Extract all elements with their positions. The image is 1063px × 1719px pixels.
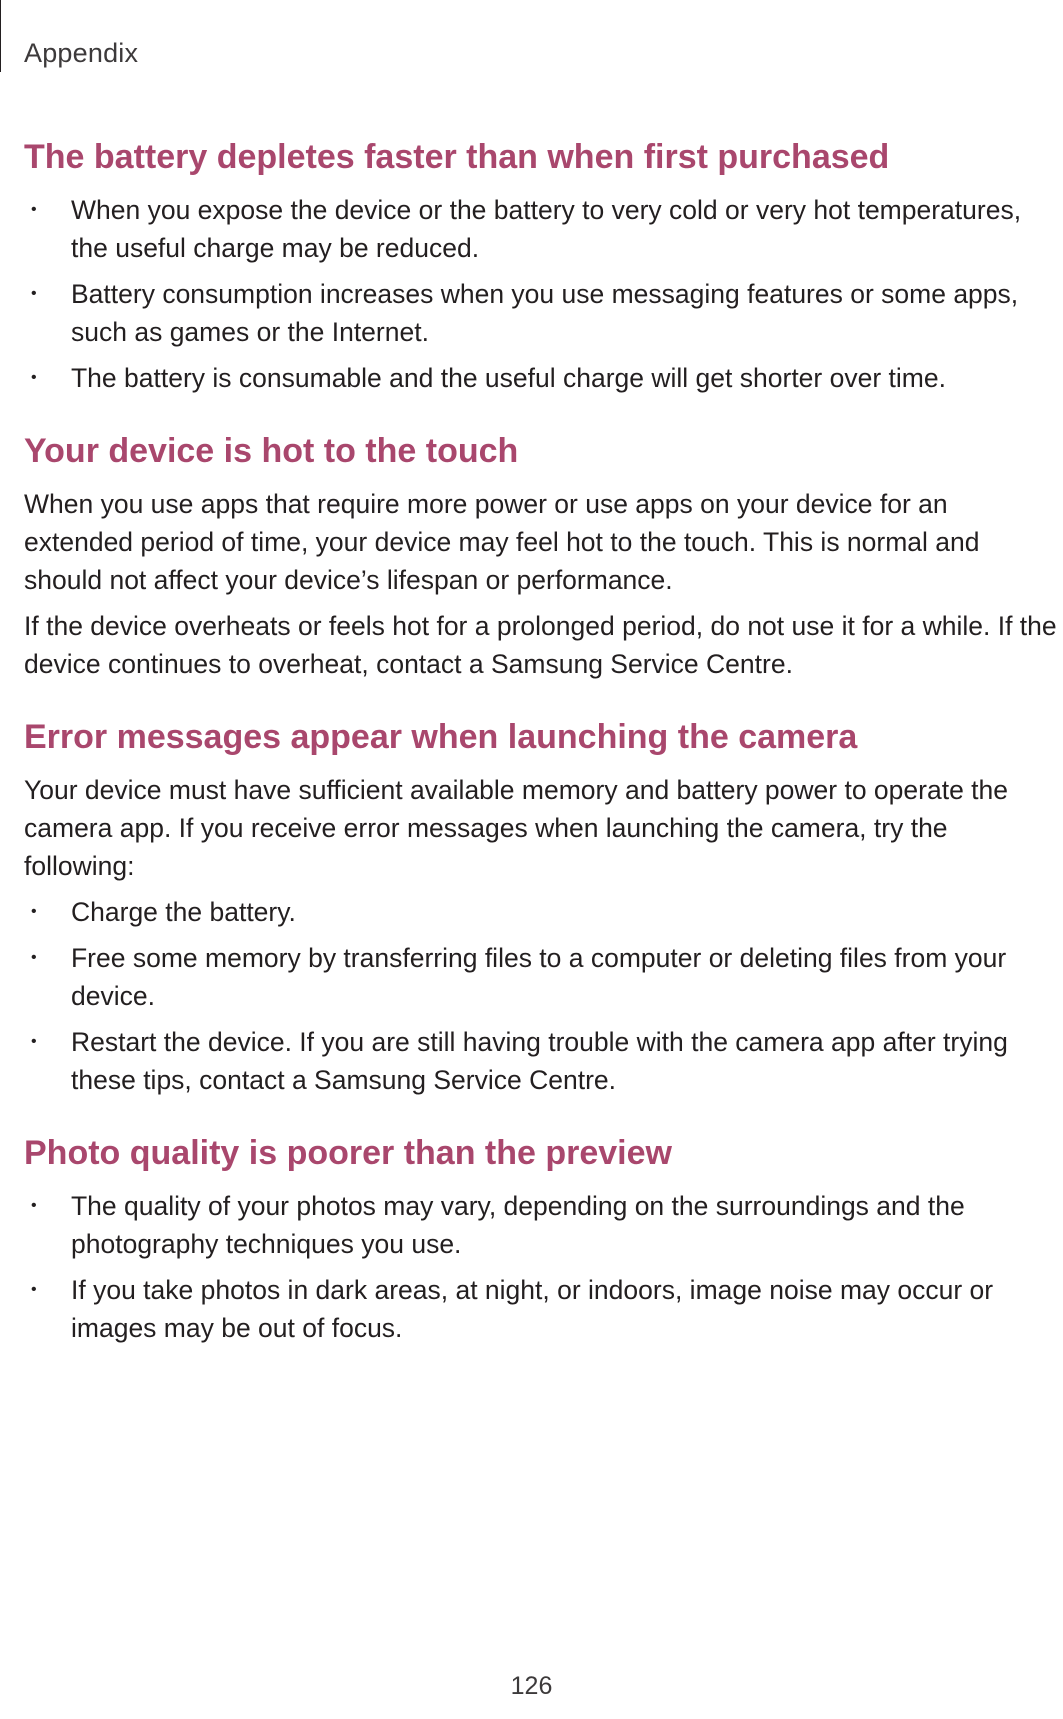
bullet-text: If you take photos in dark areas, at night, or indoors, image noise may occur or images may be out of focus. xyxy=(71,1275,994,1343)
section-title: Error messages appear when launching the camera xyxy=(24,718,858,756)
bullet-item xyxy=(24,939,1060,1015)
section-title: Photo quality is poorer than the preview xyxy=(24,1134,672,1172)
section-camera-error xyxy=(24,717,1060,1099)
bullet-dot-icon: • xyxy=(31,903,37,920)
section-battery-depletes xyxy=(24,137,1060,397)
section-photo-quality xyxy=(24,1133,1060,1347)
bullet-text: Free some memory by transferring files to a computer or deleting files from your device. xyxy=(71,943,1007,1011)
bullet-dot-icon: • xyxy=(31,1197,37,1214)
paragraph: If the device overheats or feels hot for a prolonged period, do not use it for a while. If the device continues to overheat, contact a Samsung Service Centre. xyxy=(24,611,1057,679)
bullet-list xyxy=(24,1187,1060,1347)
bullet-text: Restart the device. If you are still having trouble with the camera app after trying these tips, contact a Samsung Service Centre. xyxy=(71,1027,1008,1095)
page-content xyxy=(24,137,1060,1355)
page-number: 126 xyxy=(510,1672,553,1700)
bullet-item xyxy=(24,1187,1060,1263)
paragraph: When you use apps that require more power or use apps on your device for an extended period of time, your device may feel hot to the touch. This is normal and should not affect your device’s lifespan or performance. xyxy=(24,489,980,595)
bullet-dot-icon: • xyxy=(31,285,37,302)
bullet-item xyxy=(24,359,1060,397)
bullet-dot-icon: • xyxy=(31,1281,37,1298)
bullet-item xyxy=(24,1271,1060,1347)
bullet-text: The quality of your photos may vary, depending on the surroundings and the photography techniques you use. xyxy=(71,1191,965,1259)
bullet-list xyxy=(24,893,1060,1099)
bullet-item xyxy=(24,191,1060,267)
bullet-item xyxy=(24,275,1060,351)
section-title: The battery depletes faster than when first purchased xyxy=(24,138,890,176)
bullet-dot-icon: • xyxy=(31,369,37,386)
running-header: Appendix xyxy=(24,38,139,68)
paragraph: Your device must have sufficient available memory and battery power to operate the camera app. If you receive error messages when launching the camera, try the following: xyxy=(24,775,1009,881)
bullet-dot-icon: • xyxy=(31,1033,37,1050)
bullet-text: When you expose the device or the battery to very cold or very hot temperatures, the useful charge may be reduced. xyxy=(71,195,1022,263)
bullet-dot-icon: • xyxy=(31,949,37,966)
bullet-dot-icon: • xyxy=(31,201,37,218)
bullet-text: The battery is consumable and the useful charge will get shorter over time. xyxy=(71,363,946,393)
section-device-hot xyxy=(24,431,1060,683)
bullet-text: Charge the battery. xyxy=(71,897,296,927)
bullet-item xyxy=(24,1023,1060,1099)
bullet-text: Battery consumption increases when you use messaging features or some apps, such as games or the Internet. xyxy=(71,279,1019,347)
section-title: Your device is hot to the touch xyxy=(24,432,519,470)
bullet-item xyxy=(24,893,1060,931)
page-edge-line xyxy=(0,0,1,72)
bullet-list xyxy=(24,191,1060,397)
